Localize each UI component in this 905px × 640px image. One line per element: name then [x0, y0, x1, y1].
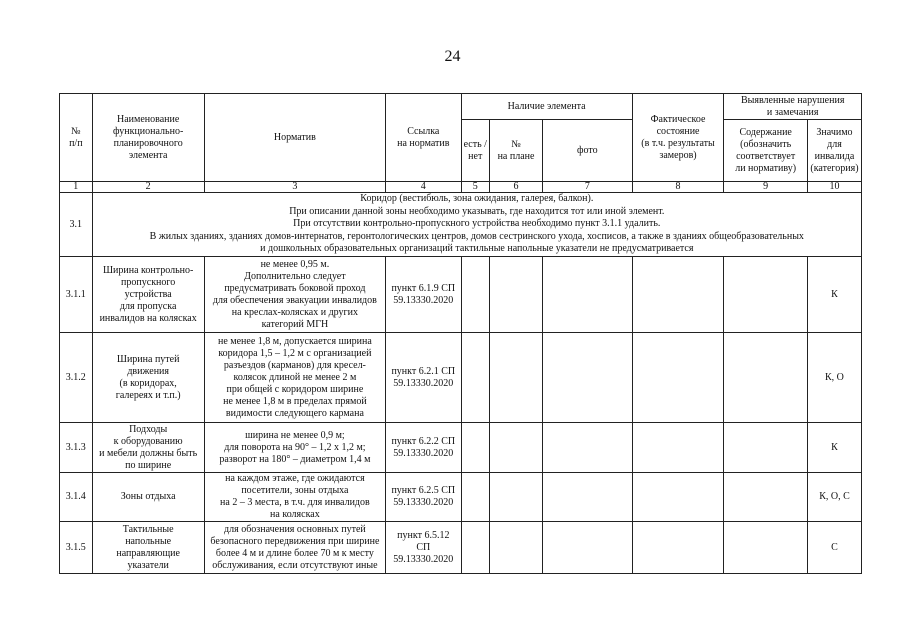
- row-actual-cell[interactable]: [632, 522, 724, 574]
- header-violations-content: Содержание (обозначить соответствует ли нормативу): [724, 120, 808, 182]
- row-reference: пункт 6.2.1 СП 59.13330.2020: [386, 333, 461, 423]
- row-presence-cell[interactable]: [461, 333, 490, 423]
- row-norm: не менее 0,95 м. Дополнительно следует предусматривать боковой проход для обеспечения эвакуации инвалидов на креслах-колясках и других категорий МГН: [204, 257, 385, 333]
- row-norm: для обозначения основных путей безопасного передвижения при ширине более 4 м и длине более 70 м к месту обслуживания, если отсутствуют иные: [204, 522, 385, 574]
- accessibility-checklist-table: [59, 93, 862, 574]
- row-content-cell[interactable]: [724, 333, 808, 423]
- row-reference: пункт 6.2.5 СП 59.13330.2020: [386, 473, 461, 522]
- row-photo-cell[interactable]: [543, 257, 633, 333]
- section-number: 3.1: [60, 193, 93, 257]
- row-presence-cell[interactable]: [461, 257, 490, 333]
- row-actual-cell[interactable]: [632, 473, 724, 522]
- section-description: Коридор (вестибюль, зона ожидания, галерея, балкон). При описании данной зоны необходимо указывать, где находится тот или иной элемент. При отсутствии контрольно-пропускного устройства необходимо пункт 3.1.1 удалить. В жилых зданиях, зданиях домов-интернатов, геронтологических центров, домов сестринского ухода, хосписов, а также в зданиях общеобразовательных и дошкольных образовательных организаций тактильные напольные указатели не предусматривается: [92, 193, 861, 257]
- row-plan-cell[interactable]: [490, 423, 543, 473]
- table-row: [60, 333, 862, 423]
- table-row: [60, 423, 862, 473]
- row-presence-cell[interactable]: [461, 423, 490, 473]
- row-actual-cell[interactable]: [632, 423, 724, 473]
- row-norm: на каждом этаже, где ожидаются посетители, зоны отдыха на 2 – 3 места, в т.ч. для инвалидов на колясках: [204, 473, 385, 522]
- row-number: 3.1.4: [60, 473, 93, 522]
- row-category: К, О, С: [807, 473, 861, 522]
- column-number: 9: [724, 182, 808, 193]
- column-number: 5: [461, 182, 490, 193]
- row-photo-cell[interactable]: [543, 333, 633, 423]
- row-photo-cell[interactable]: [543, 423, 633, 473]
- page-number: 24: [444, 48, 461, 65]
- column-number: 10: [807, 182, 861, 193]
- row-content-cell[interactable]: [724, 473, 808, 522]
- row-number: 3.1.5: [60, 522, 93, 574]
- row-category: С: [807, 522, 861, 574]
- row-element-name: Зоны отдыха: [92, 473, 204, 522]
- row-element-name: Ширина путей движения (в коридорах, галереях и т.п.): [92, 333, 204, 423]
- row-reference: пункт 6.1.9 СП 59.13330.2020: [386, 257, 461, 333]
- row-plan-cell[interactable]: [490, 473, 543, 522]
- header-num: № п/п: [60, 94, 93, 182]
- table-row: [60, 473, 862, 522]
- row-photo-cell[interactable]: [543, 473, 633, 522]
- row-actual-cell[interactable]: [632, 333, 724, 423]
- row-plan-cell[interactable]: [490, 522, 543, 574]
- row-element-name: Ширина контрольно- пропускного устройства для пропуска инвалидов на колясках: [92, 257, 204, 333]
- row-category: К: [807, 423, 861, 473]
- header-actual: Фактическое состояние (в т.ч. результаты замеров): [632, 94, 724, 182]
- row-plan-cell[interactable]: [490, 257, 543, 333]
- row-content-cell[interactable]: [724, 522, 808, 574]
- row-number: 3.1.2: [60, 333, 93, 423]
- row-reference: пункт 6.2.2 СП 59.13330.2020: [386, 423, 461, 473]
- table-row: [60, 257, 862, 333]
- row-content-cell[interactable]: [724, 423, 808, 473]
- column-number: 6: [490, 182, 543, 193]
- column-number: 1: [60, 182, 93, 193]
- row-category: К: [807, 257, 861, 333]
- header-presence-group: Наличие элемента: [461, 94, 632, 120]
- row-norm: ширина не менее 0,9 м; для поворота на 90° – 1,2 х 1,2 м; разворот на 180° – диаметром 1,4 м: [204, 423, 385, 473]
- column-number: 4: [386, 182, 461, 193]
- header-violations-group: Выявленные нарушения и замечания: [724, 94, 862, 120]
- row-norm: не менее 1,8 м, допускается ширина коридора 1,5 – 1,2 м с организацией разъездов (карманов) для кресел- колясок длиной не менее 2 м при общей с коридором ширине не менее 1,8 м в пределах прямой видимости следующего кармана: [204, 333, 385, 423]
- column-number: 7: [543, 182, 633, 193]
- header-violations-significance: Значимо для инвалида (категория): [807, 120, 861, 182]
- row-number: 3.1.3: [60, 423, 93, 473]
- column-number: 2: [92, 182, 204, 193]
- header-ref: Ссылка на норматив: [386, 94, 461, 182]
- row-plan-cell[interactable]: [490, 333, 543, 423]
- row-reference: пункт 6.5.12 СП 59.13330.2020: [386, 522, 461, 574]
- header-name: Наименование функционально- планировочного элемента: [92, 94, 204, 182]
- row-actual-cell[interactable]: [632, 257, 724, 333]
- row-presence-cell[interactable]: [461, 522, 490, 574]
- row-element-name: Подходы к оборудованию и мебели должны быть по ширине: [92, 423, 204, 473]
- row-number: 3.1.1: [60, 257, 93, 333]
- row-content-cell[interactable]: [724, 257, 808, 333]
- header-norm: Норматив: [204, 94, 385, 182]
- header-presence-plan: № на плане: [490, 120, 543, 182]
- row-category: К, О: [807, 333, 861, 423]
- column-number: 3: [204, 182, 385, 193]
- header-presence-photo: фото: [543, 120, 633, 182]
- table-row: [60, 522, 862, 574]
- row-photo-cell[interactable]: [543, 522, 633, 574]
- header-presence-yes: есть / нет: [461, 120, 490, 182]
- column-number: 8: [632, 182, 724, 193]
- row-element-name: Тактильные напольные направляющие указатели: [92, 522, 204, 574]
- row-presence-cell[interactable]: [461, 473, 490, 522]
